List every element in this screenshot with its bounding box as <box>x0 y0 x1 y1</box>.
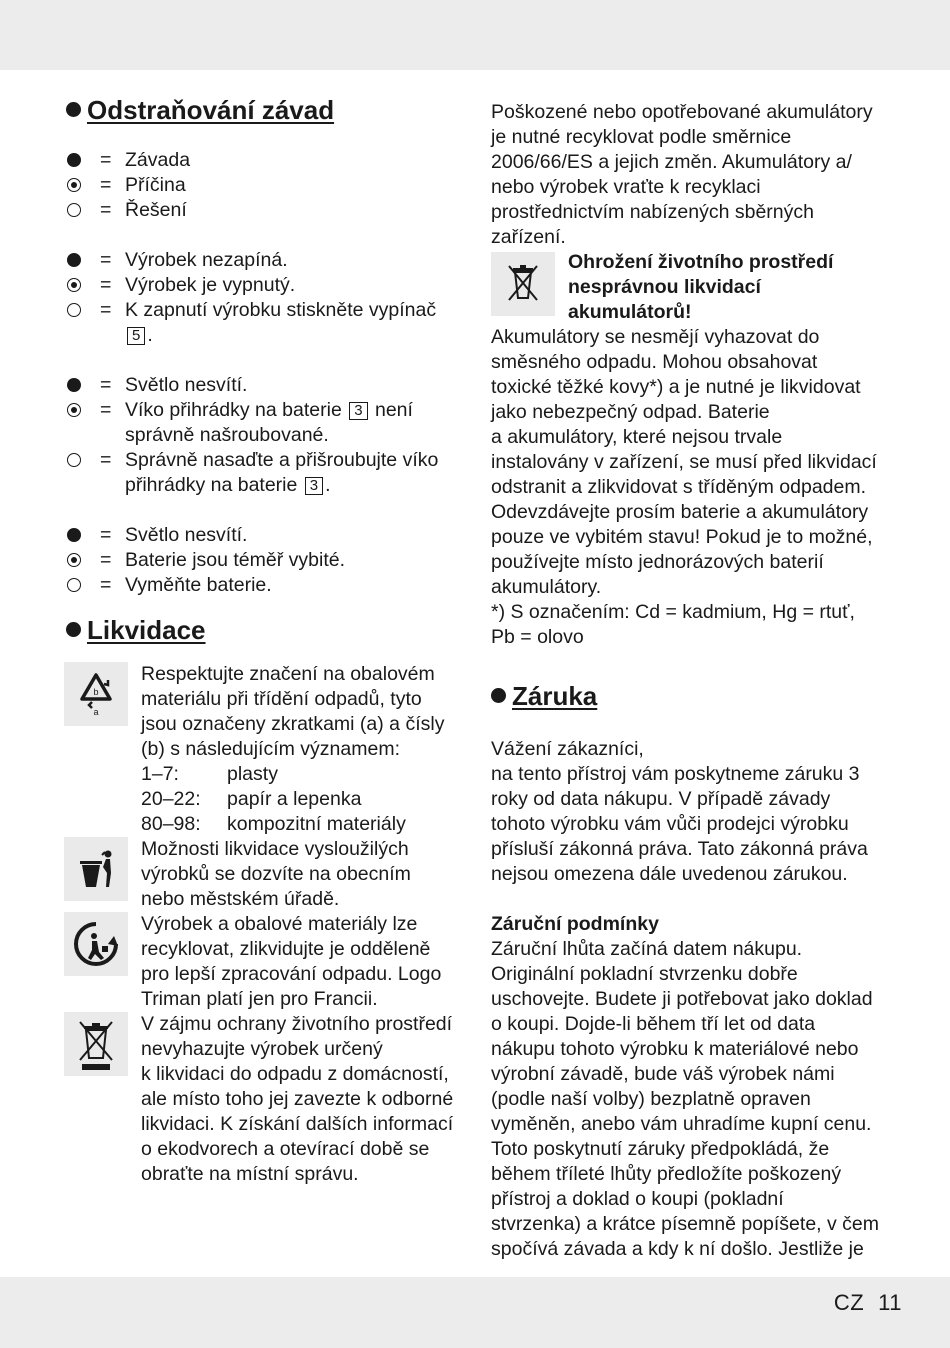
cause-symbol <box>67 278 81 292</box>
legend-cause: = Příčina <box>64 173 464 198</box>
trouble-case-3: = Světlo nesvítí. = Baterie jsou téměř vybité. = Vyměňte baterie. <box>64 523 464 598</box>
solution-symbol <box>67 303 81 317</box>
tidyman-bin-icon <box>64 837 128 901</box>
cause-text: Baterie jsou téměř vybité. <box>125 549 346 571</box>
solution-text: K zapnutí výrobku stiskněte vypínač <box>125 299 437 321</box>
right-column <box>491 100 891 1262</box>
svg-text:a: a <box>93 707 99 717</box>
cause-text: Víko přihrádky na baterie <box>125 399 342 421</box>
battery-intro: Poškozené nebo opotřebované akumulátory je nutné recyklovat podle směrnice 2006/66/ES a jejich změn. Akumulátory a/ nebo výrobek vraťte k recyklaci prostřednictvím nabízených sběrných zařízení. <box>491 101 873 248</box>
fault-text: Světlo nesvítí. <box>125 524 248 546</box>
left-column <box>64 92 464 1187</box>
crossed-bin-icon <box>491 252 555 316</box>
solution-symbol <box>67 578 81 592</box>
heading-bullet <box>491 688 506 703</box>
disposal-heading: Likvidace <box>66 612 464 648</box>
cause-symbol <box>67 553 81 567</box>
recycling-code-icon <box>64 662 128 726</box>
cause-symbol <box>67 178 81 192</box>
solution-symbol <box>67 203 81 217</box>
cause-symbol <box>67 403 81 417</box>
warranty-conditions-heading: Záruční podmínky <box>491 913 659 935</box>
disposal-block-triman: Výrobek a obalové materiály lze recyklovat, zlikvidujte je odděleně pro lepší zpracování odpadu. Logo Triman platí jen pro Francii. <box>64 912 464 1012</box>
top-band <box>0 0 950 70</box>
warranty-intro: Vážení zákazníci, na tento přístroj vám poskytneme záruku 3 roky od data nákupu. V případě závady tohoto výrobku vám vůči prodejci výrobku přísluší zákonná práva. Tato zákonná práva nejsou omezena dále uvedenou zárukou. <box>491 738 868 885</box>
heading-bullet <box>66 622 81 637</box>
fault-symbol <box>67 253 81 267</box>
code-row: 20–22: papír a lepenka <box>141 788 362 810</box>
solution-symbol <box>67 453 81 467</box>
warranty-heading: Záruka <box>491 678 891 714</box>
language-code: CZ <box>833 1290 865 1315</box>
triman-icon <box>64 912 128 976</box>
cause-text: Výrobek je vypnutý. <box>125 274 296 296</box>
part-ref-box: 3 <box>305 477 323 495</box>
fault-symbol <box>67 378 81 392</box>
crossed-bin-icon <box>64 1012 128 1076</box>
heading-bullet <box>66 102 81 117</box>
troubleshooting-heading: Odstraňování závad <box>66 92 464 128</box>
part-ref-box: 5 <box>127 327 145 345</box>
disposal-block-local-authority: Možnosti likvidace vysloužilých výrobků se dozvíte na obecním nebo městském úřadě. <box>64 837 464 912</box>
code-row: 80–98: kompozitní materiály <box>141 813 406 835</box>
fault-text: Světlo nesvítí. <box>125 374 248 396</box>
bottom-band <box>0 1277 950 1348</box>
page-footer <box>820 1290 902 1316</box>
trouble-case-2: = Světlo nesvítí. = Víko přihrádky na baterie 3 není správně našroubované. = Správně nasaďte a přišroubujte víko přihrádky na baterie 3 . <box>64 373 464 498</box>
solution-text: Správně nasaďte a přišroubujte víko <box>125 449 439 471</box>
disposal-block-recycling-codes: b a Respektujte značení na obalovém materiálu při třídění odpadů, tyto jsou označeny zkratkami (a) a čísly (b) s následujícím významem: 1–7: plasty 20–22: papír a lepenka 80–98: kompozitní materiály <box>64 662 464 837</box>
warranty-conditions: Záruční lhůta začíná datem nákupu. Originální pokladní stvrzenku dobře uschovejte. Budete ji potřebovat jako doklad o koupi. Dojde-li během tří let od data nákupu tohoto výrobku k materiálové nebo výrobní závadě, bude váš výrobek námi (podle naší volby) bezplatně opraven vyměněn, anebo vám uhradíme kupní cenu. Toto poskytnutí záruky předpokládá, že během tříleté lhůty předložíte poškozený přístroj a doklad o koupi (pokladní stvrzenka) a krátce písemně popíšete, v čem spočívá závada a kdy k ní došlo. Jestliže je <box>491 938 880 1260</box>
code-row: 1–7: plasty <box>141 763 278 785</box>
fault-symbol <box>67 153 81 167</box>
legend-solution: = Řešení <box>64 198 464 223</box>
battery-body: Akumulátory se nesmějí vyhazovat do směsného odpadu. Mohou obsahovat toxické těžké kovy*) a je nutné je likvidovat jako nebezpečný odpad. Baterie a akumulátory, které nejsou trvale instalovány v zařízení, se musí před likvidací odstranit a zlikvidovat s tříděným odpadem. Odevzdávejte prosím baterie a akumulátory pouze ve vybitém stavu! Pokud je to možné, používejte místo jednorázových baterií akumulátory. *) S označením: Cd = kadmium, Hg = rtuť, Pb = olovo <box>491 326 877 648</box>
trouble-case-1: = Výrobek nezapíná. = Výrobek je vypnutý. = K zapnutí výrobku stiskněte vypínač 5 . <box>64 248 464 348</box>
legend-fault: = Závada <box>64 148 464 173</box>
solution-text: Vyměňte baterie. <box>125 574 272 596</box>
page-number: 11 <box>878 1290 902 1315</box>
fault-text: Výrobek nezapíná. <box>125 249 288 271</box>
disposal-block-weee: V zájmu ochrany životního prostředí nevyhazujte výrobek určený k likvidaci do odpadu z domácností, ale místo toho jej zavezte k odborné likvidaci. K získání dalších informací o ekodvorech a otevírací době se obraťte na místní správu. <box>64 1012 464 1187</box>
part-ref-box: 3 <box>349 402 367 420</box>
battery-warning: Ohrožení životního prostředí nesprávnou likvidací akumulátorů! <box>491 250 891 325</box>
fault-symbol <box>67 528 81 542</box>
svg-text:b: b <box>93 687 99 697</box>
symbol-legend <box>64 148 464 223</box>
